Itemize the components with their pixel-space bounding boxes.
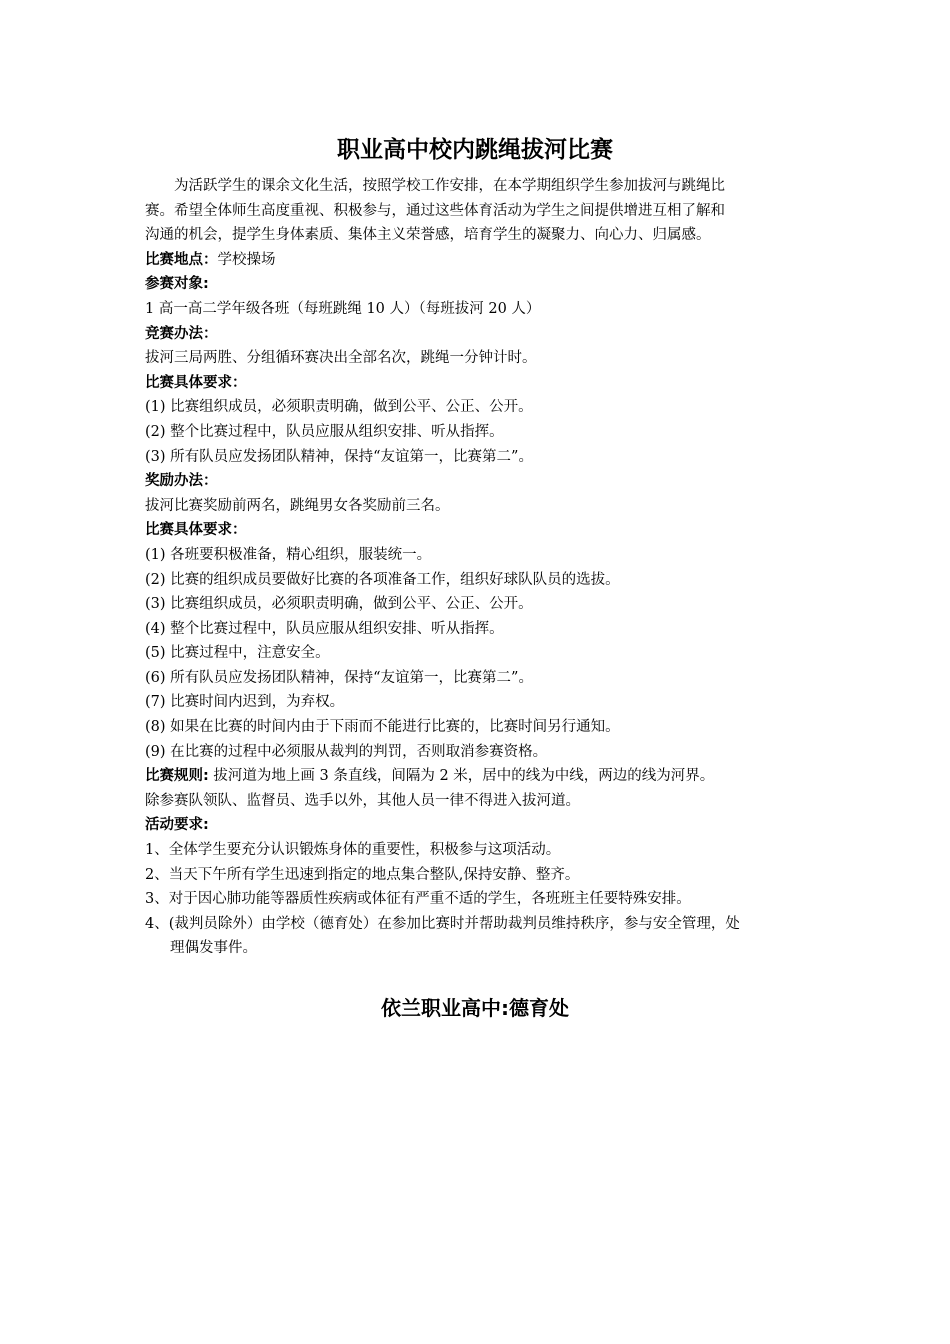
requirement-item: (1) 各班要积极准备，精心组织，服装统一。 [145, 546, 432, 563]
document-body [145, 174, 815, 961]
awards-label: 奖励办法： [145, 473, 218, 490]
requirement-item: (2) 比赛的组织成员要做好比赛的各项准备工作，组织好球队队员的选拔。 [145, 571, 620, 588]
requirement-item: (5) 比赛过程中，注意安全。 [145, 645, 330, 662]
requirement-item: (8) 如果在比赛的时间内由于下雨而不能进行比赛的，比赛时间另行通知。 [145, 719, 620, 736]
participants-label: 参赛对象: [145, 276, 209, 293]
venue-label: 比赛地点： [145, 251, 218, 268]
rules-value: 拔河道为地上画 3 条直线，间隔为 2 米，居中的线为中线，两边的线为河界。 [208, 768, 715, 785]
activity-item-continuation: 理偶发事件。 [170, 940, 257, 957]
requirement-item: (3) 比赛组织成员，必须职责明确，做到公平、公正、公开。 [145, 596, 533, 613]
requirements-heading: 比赛具体要求： [145, 522, 247, 539]
requirement-item: (6) 所有队员应发扬团队精神，保持“友谊第一，比赛第二”。 [145, 669, 533, 686]
activity-item: 4、(裁判员除外）由学校（德育处）在参加比赛时并帮助裁判员维持秩序，参与安全管理，处 [145, 915, 740, 932]
intro-line: 沟通的机会，提学生身体素质、集体主义荣誉感，培育学生的凝聚力、向心力、归属感。 [145, 227, 711, 244]
requirement-item: (9) 在比赛的过程中必须服从裁判的判罚，否则取消参赛资格。 [145, 743, 548, 760]
document-footer-signature: 依兰职业高中:德育处 [381, 996, 569, 1020]
requirement-item: (1) 比赛组织成员，必须职责明确，做到公平、公正、公开。 [145, 399, 533, 416]
activity-item: 3、对于因心肺功能等器质性疾病或体征有严重不适的学生，各班班主任要特殊安排。 [145, 891, 691, 908]
method-label: 竞赛办法： [145, 325, 218, 342]
rules-continuation: 除参赛队领队、监督员、选手以外，其他人员一律不得进入拔河道。 [145, 792, 580, 809]
participants-value: 1 高一高二学年级各班（每班跳绳 10 人）（每班拔河 20 人） [145, 300, 541, 317]
rules-line [145, 764, 815, 789]
requirement-item: (7) 比赛时间内迟到，为弃权。 [145, 694, 345, 711]
document-title: 职业高中校内跳绳拔河比赛 [337, 137, 613, 163]
venue-value: 学校操场 [217, 251, 276, 268]
intro-line: 为活跃学生的课余文化生活，按照学校工作安排，在本学期组织学生参加拔河与跳绳比 [174, 178, 725, 194]
awards-value: 拔河比赛奖励前两名，跳绳男女各奖励前三名。 [145, 497, 450, 514]
activity-item: 1、全体学生要充分认识锻炼身体的重要性，积极参与这项活动。 [145, 842, 561, 859]
venue-line [145, 248, 815, 273]
intro-line: 赛。希望全体师生高度重视、积极参与，通过这些体育活动为学生之间提供增进互相了解和 [145, 202, 725, 219]
requirement-item: (2) 整个比赛过程中，队员应服从组织安排、听从指挥。 [145, 423, 504, 440]
method-value: 拔河三局两胜、分组循环赛决出全部名次，跳绳一分钟计时。 [145, 350, 537, 367]
activity-item: 2、当天下午所有学生迅速到指定的地点集合整队,保持安静、整齐。 [145, 866, 580, 883]
rules-label: 比赛规则: [145, 768, 209, 785]
requirement-item: (3) 所有队员应发扬团队精神，保持“友谊第一，比赛第二”。 [145, 448, 533, 465]
requirement-item: (4) 整个比赛过程中，队员应服从组织安排、听从指挥。 [145, 620, 504, 637]
requirements-heading: 比赛具体要求： [145, 374, 247, 391]
activity-label: 活动要求: [145, 817, 209, 834]
